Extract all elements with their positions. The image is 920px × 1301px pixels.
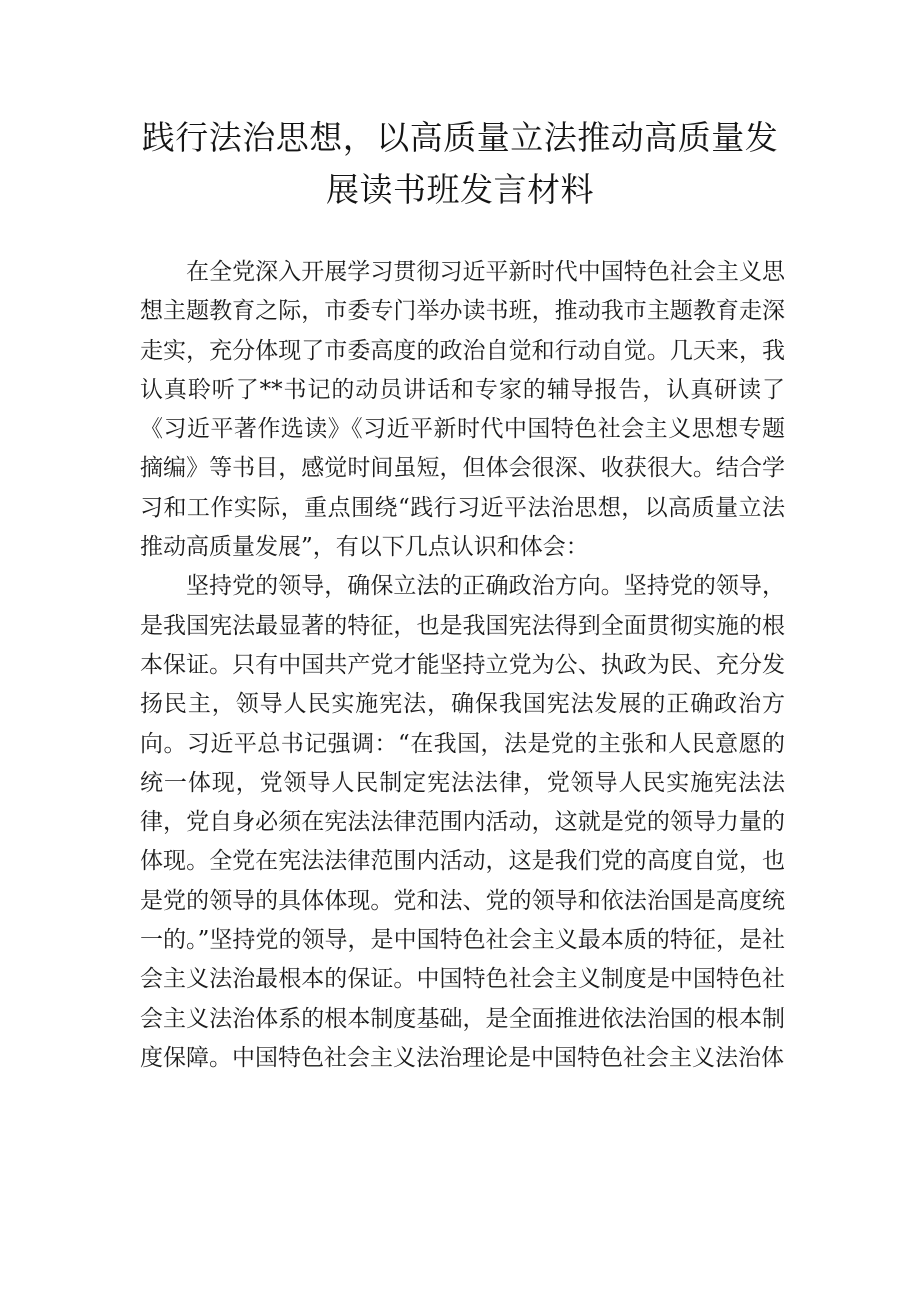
document-title xyxy=(140,112,780,216)
paragraph-intro: 在全党深入开展学习贯彻习近平新时代中国特色社会主义思想主题教育之际，市委专门举办读书班，推动我市主题教育走深走实，充分体现了市委高度的政治自觉和行动自觉。几天来，我认真聆听了**书记的动员讲话和专家的辅导报告，认真研读了《习近平著作选读》《习近平新时代中国特色社会主义思想专题摘编》等书目，感觉时间虽短，但体会很深、收获很大。结合学习和工作实际，重点围绕“践行习近平法治思想，以高质量立法推动高质量发展”，有以下几点认识和体会： xyxy=(140,259,785,561)
title-line-1: 践行法治思想，以高质量立法推动高质量发 xyxy=(141,118,779,157)
paragraph-party-leadership: 坚持党的领导，确保立法的正确政治方向。坚持党的领导，是我国宪法最显著的特征，也是我国宪法得到全面贯彻实施的根本保证。只有中国共产党才能坚持立党为公、执政为民、充分发扬民主，领导人民实施宪法，确保我国宪法发展的正确政治方向。习近平总书记强调：“在我国，法是党的主张和人民意愿的统一体现，党领导人民制定宪法法律，党领导人民实施宪法法律，党自身必须在宪法法律范围内活动，这就是党的领导力量的体现。全党在宪法法律范围内活动，这是我们党的高度自觉，也是党的领导的具体体现。党和法、党的领导和依法治国是高度统一的。”坚持党的领导，是中国特色社会主义最本质的特征，是社会主义法治最根本的保证。中国特色社会主义制度是中国特色社会主义法治体系的根本制度基础，是全面推进依法治国的根本制度保障。中国特色社会主义法治理论是中国特色社会主义法治体 xyxy=(140,573,785,1071)
document-body xyxy=(140,253,785,1078)
title-line-2: 展读书班发言材料 xyxy=(326,170,594,209)
